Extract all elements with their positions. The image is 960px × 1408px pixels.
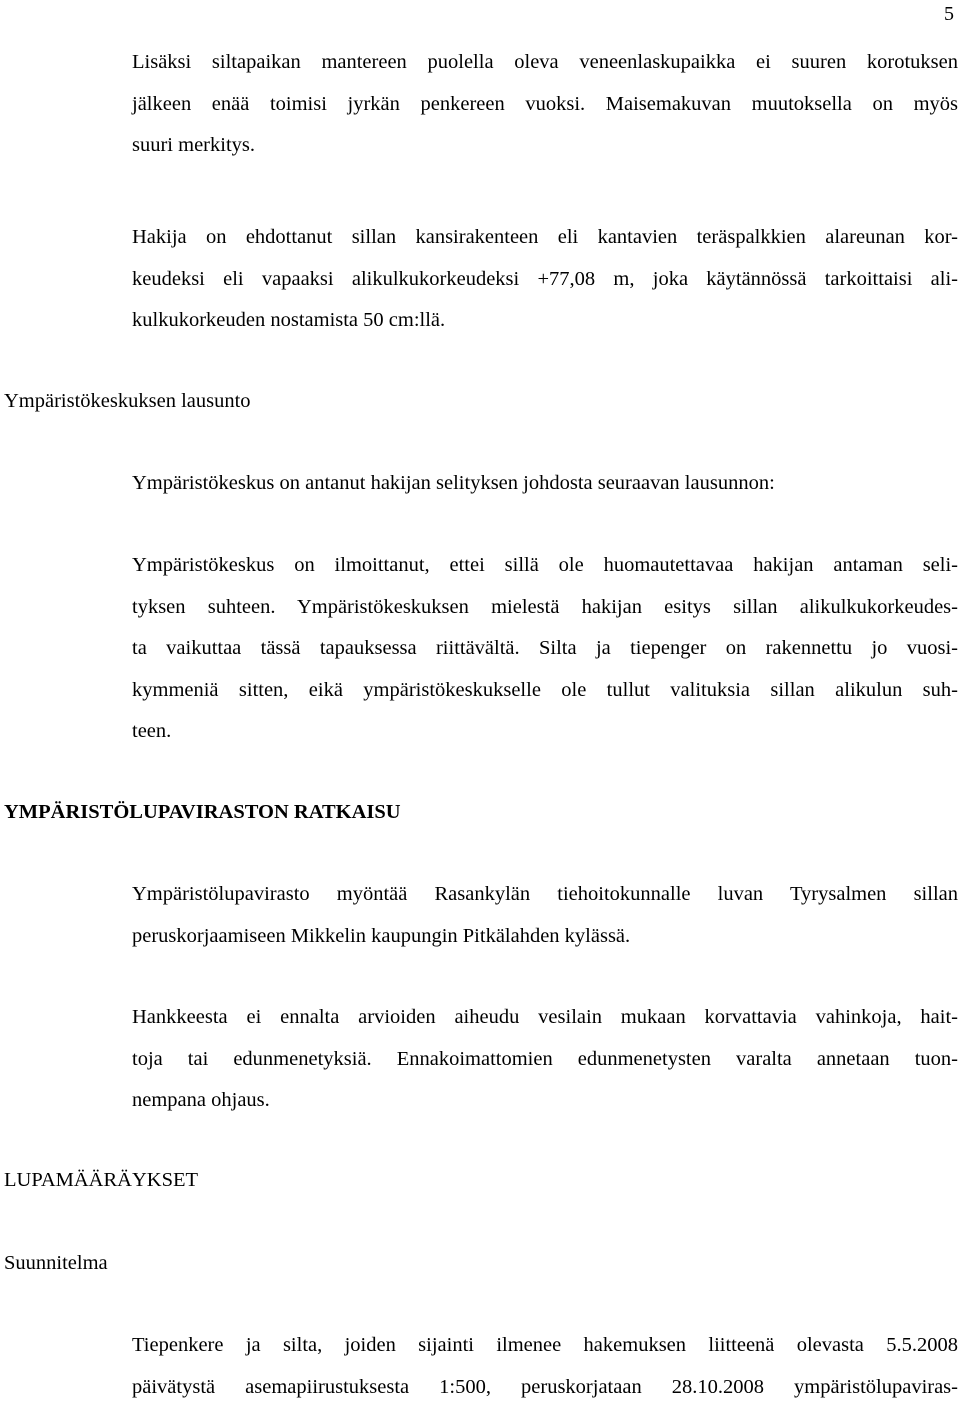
- paragraph-statement-content: [132, 545, 958, 753]
- paragraph-boat-launch: [132, 42, 958, 167]
- paragraph-statement-intro: [132, 463, 958, 505]
- text-line: kulkukorkeuden nostamista 50 cm:llä.: [132, 300, 958, 342]
- text-line: peruskorjaamiseen Mikkelin kaupungin Pitkälahden kylässä.: [132, 916, 958, 958]
- text-line: jälkeen enää toimisi jyrkän penkereen vuoksi. Maisemakuvan muutoksella on myös: [132, 84, 958, 126]
- text-line: ta vaikuttaa tässä tapauksessa riittävältä. Silta ja tiepenger on rakennettu jo vuosi-: [132, 628, 958, 670]
- text-line: nempana ohjaus.: [132, 1080, 958, 1122]
- text-line: Hankkeesta ei ennalta arvioiden aiheudu vesilain mukaan korvattavia vahinkoja, hait-: [132, 997, 958, 1039]
- paragraph-clearance-proposal: [132, 217, 958, 342]
- text-line: Ympäristökeskus on ilmoittanut, ettei sillä ole huomautettavaa hakijan antaman seli-: [132, 545, 958, 587]
- text-line: Tiepenkere ja silta, joiden sijainti ilmenee hakemuksen liitteenä olevasta 5.5.2008: [132, 1325, 958, 1367]
- text-line: tyksen suhteen. Ympäristökeskuksen mielestä hakijan esitys sillan alikulkukorkeudes-: [132, 587, 958, 629]
- text-line: keudeksi eli vapaaksi alikulkukorkeudeksi +77,08 m, joka käytännössä tarkoittaisi ali-: [132, 259, 958, 301]
- text-line: Ympäristökeskus on antanut hakijan selityksen johdosta seuraavan lausunnon:: [132, 463, 958, 505]
- text-line: suuri merkitys.: [132, 125, 958, 167]
- text-line: toja tai edunmenetyksiä. Ennakoimattomien edunmenetysten varalta annetaan tuon-: [132, 1039, 958, 1081]
- heading-environment-centre-statement: Ympäristökeskuksen lausunto: [4, 381, 944, 423]
- heading-plan: Suunnitelma: [4, 1243, 944, 1285]
- heading-decision: YMPÄRISTÖLUPAVIRASTON RATKAISU: [4, 792, 944, 834]
- text-line: Hakija on ehdottanut sillan kansirakenteen eli kantavien teräspalkkien alareunan kor-: [132, 217, 958, 259]
- paragraph-plan-content: [132, 1325, 958, 1408]
- text-line: Ympäristölupavirasto myöntää Rasankylän tiehoitokunnalle luvan Tyrysalmen sillan: [132, 874, 958, 916]
- page-number: 5: [944, 2, 954, 26]
- text-line: Lisäksi siltapaikan mantereen puolella oleva veneenlaskupaikka ei suuren korotuksen: [132, 42, 958, 84]
- text-line: teen.: [132, 711, 958, 753]
- paragraph-permit-granted: [132, 874, 958, 957]
- heading-permit-conditions: LUPAMÄÄRÄYKSET: [4, 1160, 944, 1202]
- paragraph-damages: [132, 997, 958, 1122]
- text-line: päivätystä asemapiirustuksesta 1:500, peruskorjataan 28.10.2008 ympäristölupaviras-: [132, 1367, 958, 1408]
- text-line: kymmeniä sitten, eikä ympäristökeskukselle ole tullut valituksia sillan alikulun suh-: [132, 670, 958, 712]
